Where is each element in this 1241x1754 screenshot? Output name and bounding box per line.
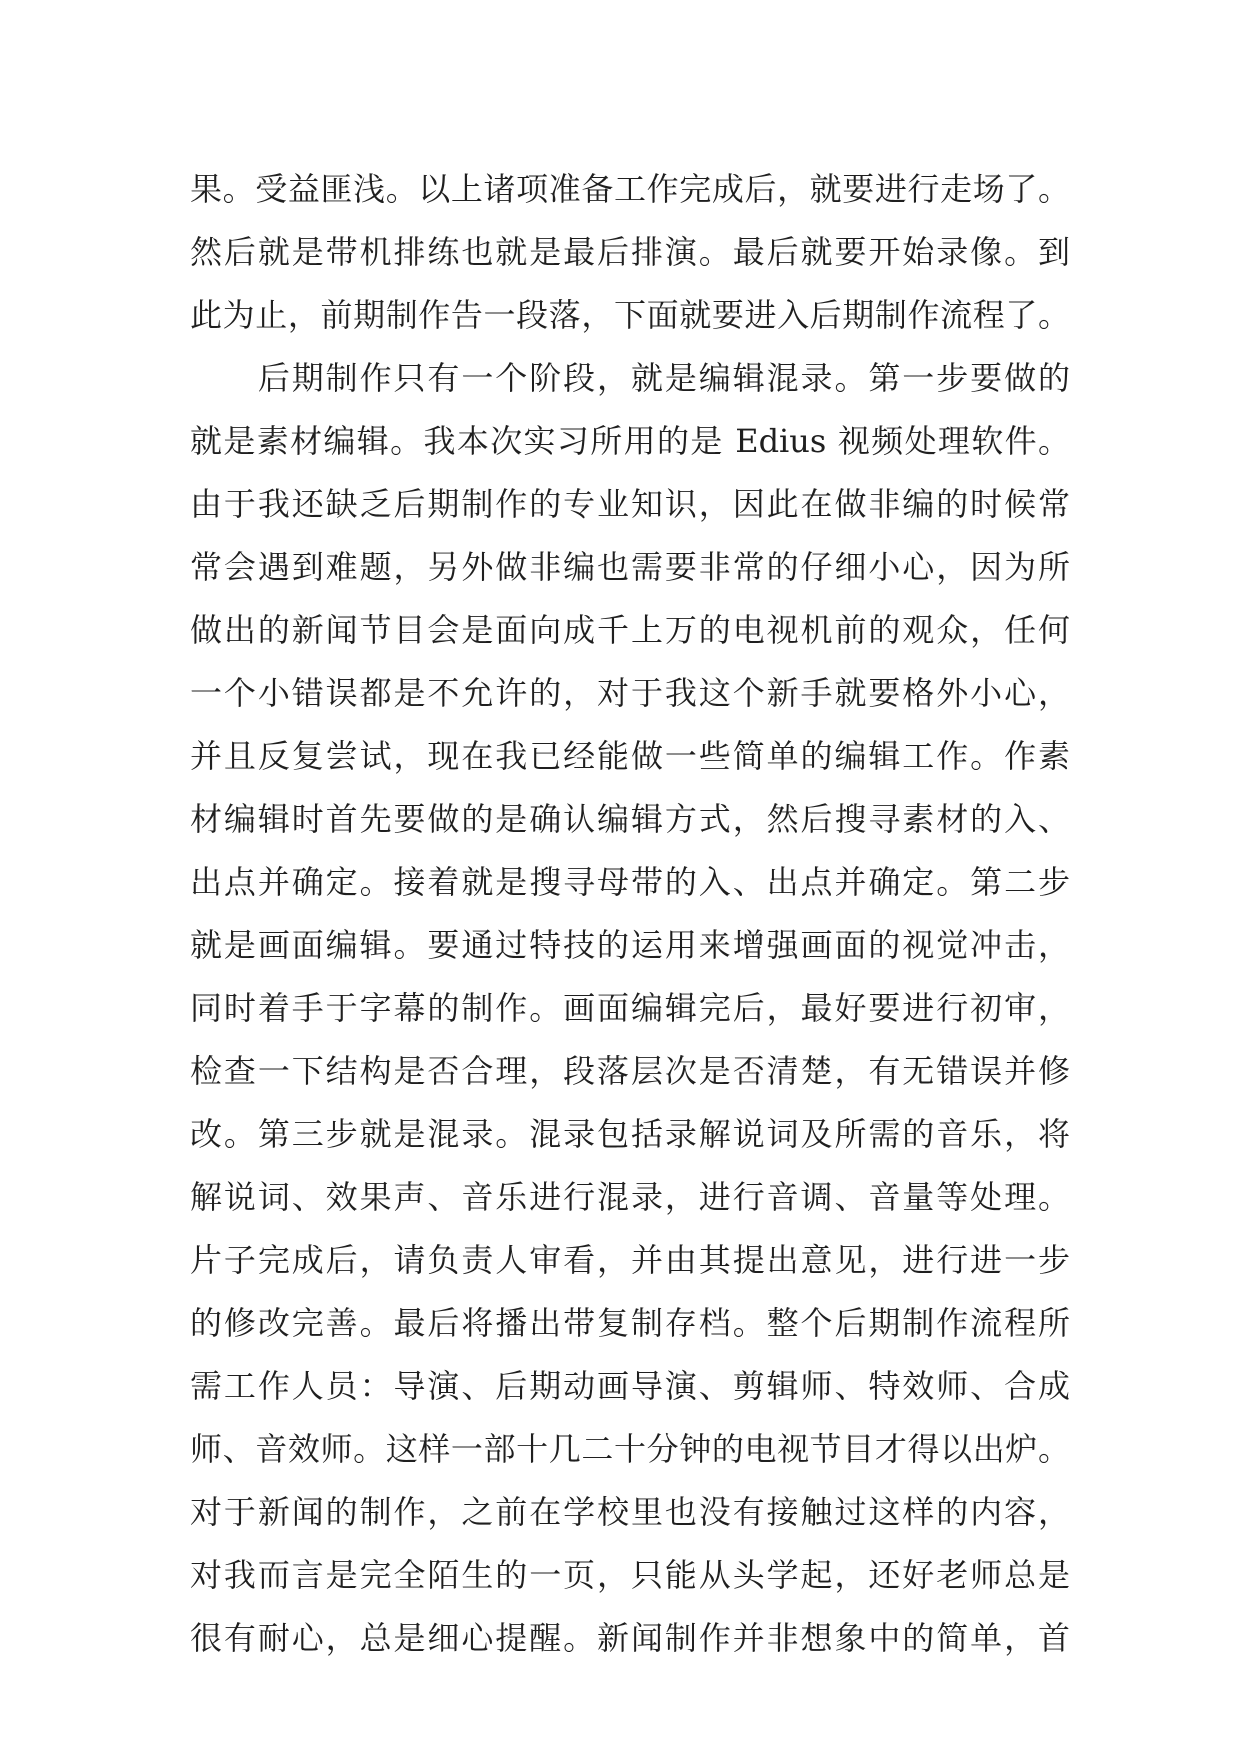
text-line: 此为止，前期制作告一段落，下面就要进入后期制作流程了。 (190, 296, 1070, 334)
text-line: 很有耐心，总是细心提醒。新闻制作并非想象中的简单，首 (190, 1619, 1070, 1657)
text-line: 由于我还缺乏后期制作的专业知识，因此在做非编的时候常 (190, 485, 1070, 523)
text-line: 果。受益匪浅。以上诸项准备工作完成后，就要进行走场了。 (190, 170, 1070, 208)
text-line: 材编辑时首先要做的是确认编辑方式，然后搜寻素材的入、 (190, 800, 1070, 838)
text-line: 一个小错误都是不允许的，对于我这个新手就要格外小心， (190, 674, 1070, 712)
text-line: 改。第三步就是混录。混录包括录解说词及所需的音乐，将 (190, 1115, 1070, 1153)
text-line: 后期制作只有一个阶段，就是编辑混录。第一步要做的 (190, 359, 1070, 397)
text-line: 检查一下结构是否合理，段落层次是否清楚，有无错误并修 (190, 1052, 1070, 1090)
text-line: 常会遇到难题，另外做非编也需要非常的仔细小心，因为所 (190, 548, 1070, 586)
text-line: 然后就是带机排练也就是最后排演。最后就要开始录像。到 (190, 233, 1070, 271)
text-line: 做出的新闻节目会是面向成千上万的电视机前的观众，任何 (190, 611, 1070, 649)
text-line: 就是素材编辑。我本次实习所用的是 Edius 视频处理软件。 (190, 422, 1070, 460)
text-line: 就是画面编辑。要通过特技的运用来增强画面的视觉冲击， (190, 926, 1070, 964)
text-line: 解说词、效果声、音乐进行混录，进行音调、音量等处理。 (190, 1178, 1070, 1216)
body-text (190, 158, 1070, 1670)
text-line: 的修改完善。最后将播出带复制存档。整个后期制作流程所 (190, 1304, 1070, 1342)
text-line: 同时着手于字幕的制作。画面编辑完后，最好要进行初审， (190, 989, 1070, 1027)
text-line: 对于新闻的制作，之前在学校里也没有接触过这样的内容， (190, 1493, 1070, 1531)
text-line: 片子完成后，请负责人审看，并由其提出意见，进行进一步 (190, 1241, 1070, 1279)
text-line: 对我而言是完全陌生的一页，只能从头学起，还好老师总是 (190, 1556, 1070, 1594)
text-line: 需工作人员：导演、后期动画导演、剪辑师、特效师、合成 (190, 1367, 1070, 1405)
text-line: 出点并确定。接着就是搜寻母带的入、出点并确定。第二步 (190, 863, 1070, 901)
text-line: 师、音效师。这样一部十几二十分钟的电视节目才得以出炉。 (190, 1430, 1070, 1468)
text-line: 并且反复尝试，现在我已经能做一些简单的编辑工作。作素 (190, 737, 1070, 775)
